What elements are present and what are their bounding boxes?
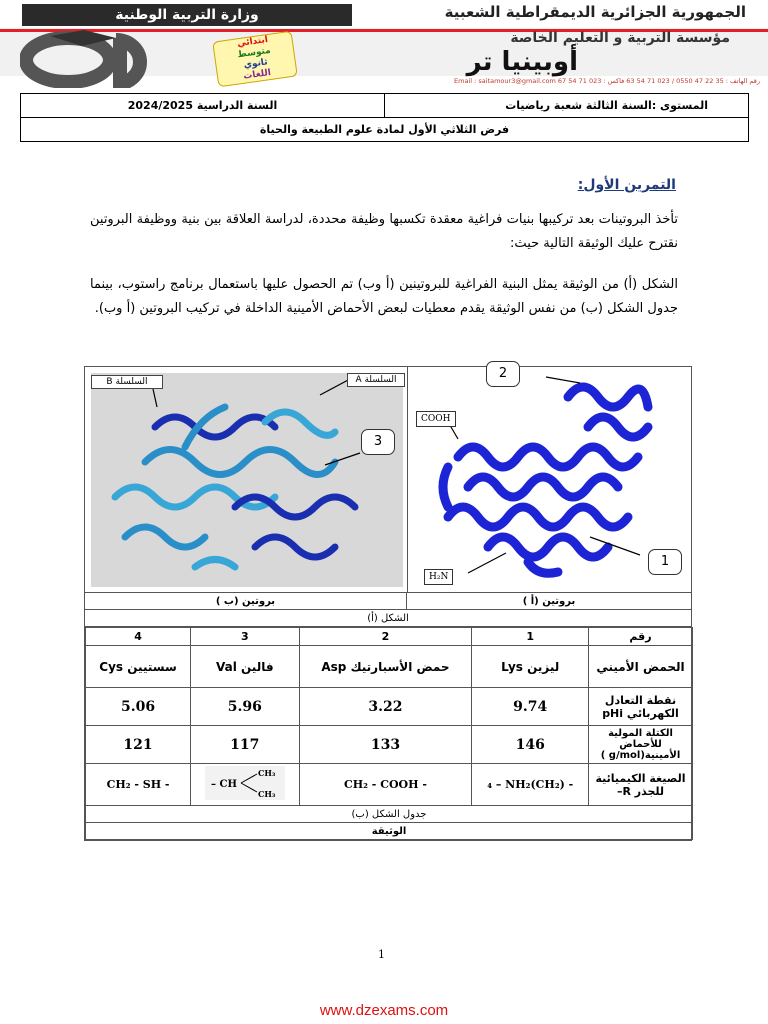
valine-ch3-bottom: CH₃ xyxy=(257,789,276,799)
protein-b-panel xyxy=(85,367,408,593)
table-caption: جدول الشكل (ب) xyxy=(86,806,693,823)
molar-mass-value: 133 xyxy=(299,726,472,764)
chain-a-label: السلسلة A xyxy=(347,373,405,387)
exercise-title: التمرين الأول: xyxy=(577,177,676,193)
callout-1: 1 xyxy=(648,549,682,575)
table-row xyxy=(86,764,693,806)
radical-formula: - (CH₂)₄ – NH₂ xyxy=(472,764,589,806)
table-row xyxy=(86,688,693,726)
document-figure xyxy=(84,366,692,841)
document-caption: الوثيقة xyxy=(86,823,693,840)
h2n-label: H₂N xyxy=(424,569,453,585)
phi-value: 5.96 xyxy=(191,688,299,726)
protein-b-structure-image xyxy=(85,367,408,593)
level-secondary: ثانوي xyxy=(243,57,269,71)
col-number-1: 1 xyxy=(472,628,589,646)
chain-b-label: السلسلة B xyxy=(91,375,163,389)
exercise-intro: تأخذ البروتينات بعد تركيبها بنيات فراغية معقدة تكسبها وظيفة محددة، لدراسة العلاقة بين بنية ووظيفة البروتين نقترح عليك الوثيقة التالية حيث: xyxy=(90,212,678,251)
row-header-number: رقم xyxy=(589,628,693,646)
molar-mass-value: 121 xyxy=(86,726,191,764)
ministry-banner: وزارة التربية الوطنية xyxy=(22,4,352,26)
valine-formula xyxy=(191,764,299,806)
amino-acid-name: سستيين Cys xyxy=(86,646,191,688)
exercise-description: الشكل (أ) من الوثيقة يمثل البنية الفراغية للبروتينين (أ وب) تم الحصول عليها باستعمال برنامج راستوب، بينما جدول الشكل (ب) من نفس الوثيقة يقدم معطيات لبعض الأحماض الأمينية الداخلة في تركيب البروتين (أ وب). xyxy=(90,277,678,316)
radical-formula: - CH₂ - SH xyxy=(86,764,191,806)
brand-name: أوبينيا تر xyxy=(466,47,578,77)
col-number-3: 3 xyxy=(191,628,299,646)
row-header-formula: الصيغة الكيميائية للجذر R– xyxy=(589,764,693,806)
contact-line: رقم الهاتف : 35 22 47 0550 / 023 71 54 63 فاكس : 023 71 54 67 Email : saitamour3@gmail.com xyxy=(454,77,760,85)
row-header-mass: الكتلة المولية للأحماض الأمينية(g/mol ) xyxy=(589,726,693,764)
page-number: 1 xyxy=(378,948,385,961)
exam-title: فرض الثلاثي الأول لمادة علوم الطبيعة والحياة xyxy=(21,118,749,142)
valine-structure-icon xyxy=(205,766,285,800)
page-header xyxy=(0,0,768,92)
phi-value: 3.22 xyxy=(299,688,472,726)
callout-3: 3 xyxy=(361,429,395,455)
exam-level: المستوى :السنة الثالثة شعبة رياضيات xyxy=(385,94,749,118)
row-header-phi: نقطة التعادل الكهربائي pHi xyxy=(589,688,693,726)
exam-info-table xyxy=(20,93,749,142)
molar-mass-value: 117 xyxy=(191,726,299,764)
table-row xyxy=(86,628,693,646)
protein-b-caption: بروتين (ب ) xyxy=(85,593,407,609)
cooh-label: COOH xyxy=(416,411,456,427)
phi-value: 5.06 xyxy=(86,688,191,726)
amino-acid-name: فالين Val xyxy=(191,646,299,688)
level-languages: اللغات xyxy=(242,67,272,82)
institution-name: مؤسسة التربية و التعليم الخاصة xyxy=(510,30,730,46)
valine-ch3-top: CH₃ xyxy=(257,768,276,778)
phi-value: 9.74 xyxy=(472,688,589,726)
protein-a-caption: بروتين (أ ) xyxy=(522,596,576,607)
school-year: السنة الدراسية 2024/2025 xyxy=(21,94,385,118)
callout-2: 2 xyxy=(486,361,520,387)
website-link[interactable]: www.dzexams.com xyxy=(319,1002,449,1019)
table-row xyxy=(86,726,693,764)
amino-acid-table xyxy=(85,627,693,840)
row-header-name: الحمض الأميني xyxy=(589,646,693,688)
protein-a-panel xyxy=(408,367,693,593)
table-row xyxy=(86,646,693,688)
level-primary: ابتدائي xyxy=(236,35,269,50)
col-number-2: 2 xyxy=(299,628,472,646)
molar-mass-value: 146 xyxy=(472,726,589,764)
table-row xyxy=(86,806,693,823)
republic-title: الجمهورية الجزائرية الديمقراطية الشعبية xyxy=(444,3,746,21)
valine-ch: – CH xyxy=(210,779,237,790)
level-middle: متوسط xyxy=(236,45,272,61)
amino-acid-name: ليزين Lys xyxy=(472,646,589,688)
col-number-4: 4 xyxy=(86,628,191,646)
radical-formula: - CH₂ - COOH xyxy=(299,764,472,806)
amino-acid-name: حمض الأسبارتيك Asp xyxy=(299,646,472,688)
table-row xyxy=(86,823,693,840)
figure-a-caption: الشكل (أ) xyxy=(85,610,691,627)
